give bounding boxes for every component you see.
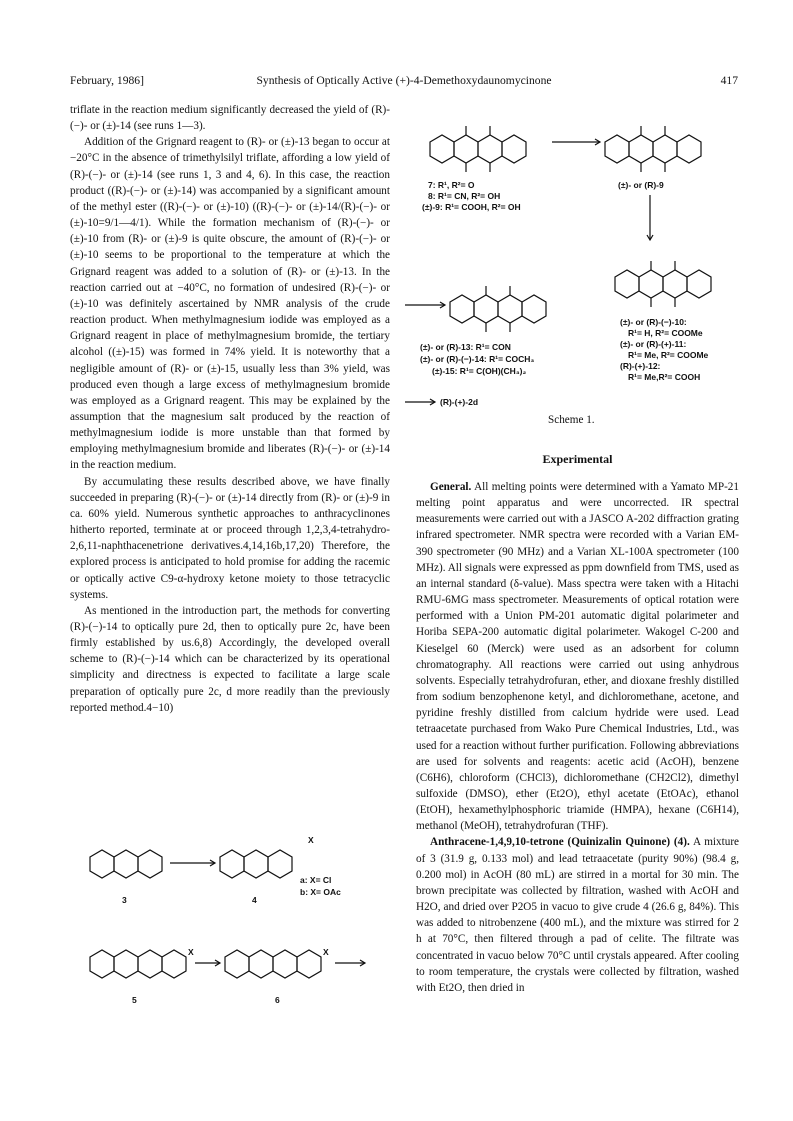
label-x-6: X (323, 947, 329, 957)
reagent-b: b: X= OAc (300, 887, 341, 897)
scheme-label-14: (±)- or (R)-(−)-14: R¹= COCH₃ (420, 354, 535, 364)
reagent-a: a: X= Cl (300, 875, 332, 885)
label-x-5: X (188, 947, 194, 957)
scheme-label-7: 7: R¹, R²= O (428, 180, 475, 190)
scheme-label-9-right: (±)- or (R)-9 (618, 180, 664, 190)
structure-4 (220, 850, 292, 878)
label-4: 4 (252, 895, 257, 905)
experimental-heading: Experimental (542, 452, 613, 466)
scheme-label-12-sub: R¹= Me,R²= COOH (628, 372, 701, 382)
left-paragraph-1: triflate in the reaction medium significantly decreased the yield of (R)-(−)- or (±)-14 (see runs 1—3). (70, 104, 390, 133)
left-paragraph-3: By accumulating these results described above, we have finally succeeded in preparing (R)-(−)- or (±)-14 directly from (R)- or (±)-9 in ca. 60% yield. Numerous synthetic approaches to anthracyclinones hitherto reported, terminate at or proceed through 1,2,3,4-tetrahydro-2,6,11-naphthacenetrione derivatives.4,14,16b,17,20) Therefore, the explored process is anticipated to hold promise for adding the racemic or optically active C9-α-hydroxy ketone moiety to those tetracyclic systems. (70, 475, 390, 601)
scheme-label-8: 8: R¹= CN, R²= OH (428, 191, 501, 201)
compound-4-text: A mixture of 3 (31.9 g, 0.133 mol) and lead tetraacetate (purity 90%) (98.4 g, 0.200 mol) in AcOH (80 mL) are stirred in a mortal for 30 min. The brown precipitate was collected by filtration, washed with AcOH and H2O, and dried over P2O5 in vacuo to give crude 4 (26.6 g, 84%). This was added to nitrobenzene (400 mL), and the mixture was stirred for 2 h at 70°C, then filtered through a pad of celite. The filtrate was concentrated in vacuo below 70°C until crystals appeared. After cooling to room temperature, the crystals were collected by filtration, washed with Et2O, then dried in (416, 836, 740, 994)
scheme-label-11: (±)- or (R)-(+)-11: (620, 339, 687, 349)
page-number: 417 (720, 74, 738, 87)
right-column (416, 479, 739, 996)
label-6: 6 (275, 995, 280, 1005)
scheme-label-9: (±)-9: R¹= COOH, R²= OH (422, 202, 521, 212)
left-column (70, 102, 390, 716)
structure-10-12 (615, 261, 711, 307)
general-text: All melting points were determined with a Yamato MP-21 melting point apparatus and were uncorrected. IR spectral measurements were carried out with a JASCO A-202 diffraction grating infrared spectrometer. NMR spectra were recorded with a Varian EM-390 spectrometer (90 MHz) and a Varian XL-100A spectrometer (100 MHz). All signals were expressed as ppm downfield from TMS, used as an internal standard (δ-value). Mass spectra were taken with a Hitachi RMU-6MG mass spectrometer. Measurements of optical rotation were performed with a Union PM-201 automatic digital polarimeter and Horiba SEPA-200 automatic digital polarimeter. Wakogel C-200 and Kieselgel 60 (Merck) were used as an adsorbent for column chromatography. All reactions were carried out using anhydrous solvents. Especially tetrahydrofuran, ether, and dioxane freshly distilled from sodium benzophenone ketyl, and dichloromethane, acetone, and pyridine freshly distilled from calcium hydride were used. Lead tetraacetate purchased from Wako Pure Chemical Industries, Ltd., was used for a reaction without further purification. Following abbreviations are used for solvents and reagents: acetic acid (AcOH), benzene (C6H6), chloroform (CHCl3), dichloromethane (CH2Cl2), dimethyl sulfoxide (DMSO), ether (Et2O), ethyl acetate (EtOAc), ethanol (EtOH), hexamethylphosphoric triamide (HMPA), hexane (C6H14), methanol (MeOH), tetrahydrofuran (THF). (416, 481, 739, 833)
scheme-label-11-sub: R¹= Me, R²= COOMe (628, 350, 709, 360)
scheme-caption: Scheme 1. (548, 414, 595, 426)
scheme-label-10-sub: R¹= H, R²= COOMe (628, 328, 703, 338)
general-lead: General. (430, 481, 472, 493)
label-3: 3 (122, 895, 127, 905)
structure-9 (605, 126, 701, 172)
scheme-label-10: (±)- or (R)-(−)-10: (620, 317, 687, 327)
structure-13-15 (450, 286, 546, 332)
left-paragraph-2: Addition of the Grignard reagent to (R)- or (±)-13 began to occur at −20°C in the absence of trimethylsilyl triflate, affording a low yield of (R)-(−)- or (±)-14 (see runs 1, 3 and 4, 6). In this case, the reaction product ((R)-(−)- or (±)-14) was accompanied by a significant amount of the methyl ester ((R)-(−)- or (±)-10) ((R)-(−)- or (±)-14/(R)-(−)- or (±)-10=9/1—4/1). While the formation mechanism of (R)-(−)- or (±)-10 from (R)- or (±)-9 is quite obscure, the amount of (R)-(−)- or (±)-10 seems to be proportional to the temperature at which the Grignard reagent was added to a solution of (R)- or (±)-13. In the reaction carried out at −40°C, no formation of undesired (R)-(−)- or (±)-10 was definitely ascertained by NMR analysis of the crude reaction product. When methylmagnesium iodide was employed as a Grignard reagent in place of methylmagnesium bromide, the tertiary alcohol ((±)-15) was formed in 74% yield. It is noteworthy that a negligible amount of (R)- or (±)-15, usually less than 3% yield, was produced even though a large excess of methylmagnesium bromide was employed as a Grignard reagent. This may be explained by the assumption that the magnesium salt produced by the reaction of methylmagnesium iodide is more unstable than that formed by employing methylmagnesium bromide and liberates (R)-(−)- or (±)-14 in the reaction medium. (70, 136, 390, 472)
bottom-scheme (70, 825, 400, 1025)
structure-7-9 (430, 126, 526, 172)
label-x-top: X (308, 835, 314, 845)
scheme-1 (400, 100, 740, 430)
scheme-label-12: (R)-(+)-12: (620, 361, 661, 371)
structure-5 (90, 950, 186, 978)
scheme-label-15: (±)-15: R¹= C(OH)(CH₃)₂ (432, 366, 527, 376)
label-5: 5 (132, 995, 137, 1005)
left-paragraph-4: As mentioned in the introduction part, the methods for converting (R)-(−)-14 to optically pure 2d, then to optically pure 2c, have been firmly established by us.6,8) Accordingly, the developed overall scheme to (R)-(−)-14 which can be characterized by its operational simplicity and directness is expected to facilitate a large scale preparation of optically pure 2c, d more readily than the previously reported method.4−10) (70, 604, 390, 714)
structure-6 (225, 950, 321, 978)
header-title: Synthesis of Optically Active (+)-4-Demethoxydaunomycinone (256, 74, 552, 87)
scheme-label-13: (±)- or (R)-13: R¹= CON (420, 342, 511, 352)
scheme-label-2d: (R)-(+)-2d (440, 397, 479, 407)
compound-4-heading: Anthracene-1,4,9,10-tetrone (Quinizalin Quinone) (4). (430, 836, 690, 849)
header-date: February, 1986] (70, 74, 144, 87)
running-header (70, 74, 738, 90)
structure-3 (90, 850, 162, 878)
